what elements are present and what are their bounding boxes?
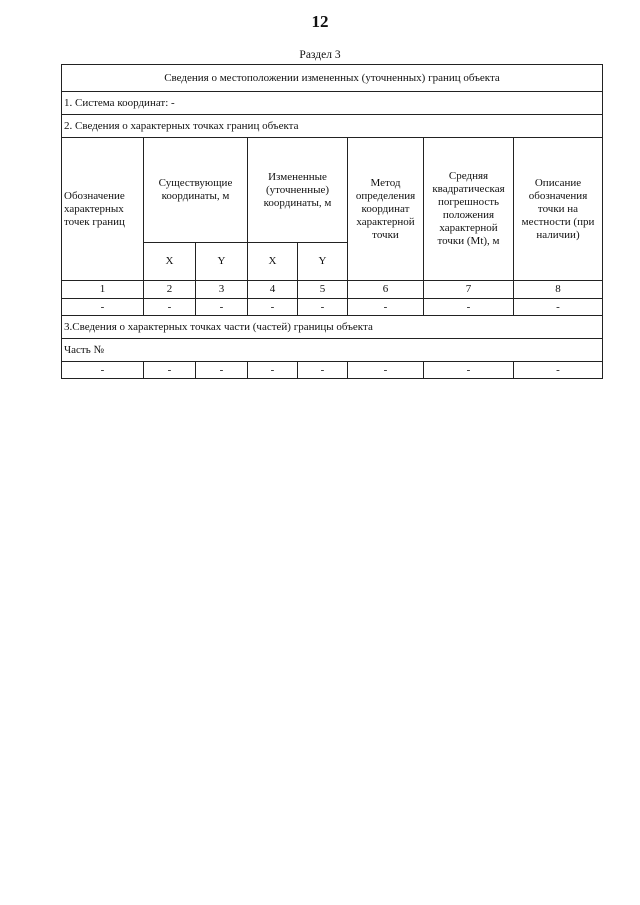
column-number: 8 (514, 281, 603, 299)
header-method: Метод определения координат характерной точки (348, 138, 424, 281)
table-title: Сведения о местоположении измененных (уточненных) границ объекта (62, 65, 603, 92)
subheader-y: Y (298, 243, 348, 281)
header-changed-coordinates: Измененные (уточненные) координаты, м (248, 138, 348, 243)
characteristic-points-heading: 2. Сведения о характерных точках границ объекта (62, 115, 603, 138)
table-row (62, 299, 603, 316)
part-number-label: Часть № (62, 339, 603, 362)
table-cell: - (62, 362, 144, 379)
table-cell: - (298, 299, 348, 316)
section-title: Раздел 3 (299, 49, 341, 61)
table-cell: - (424, 362, 514, 379)
column-number: 6 (348, 281, 424, 299)
table-cell: - (424, 299, 514, 316)
boundary-info-table (61, 64, 603, 379)
header-accuracy: Средняя квадратическая погрешность положения характерной точки (Mt), м (424, 138, 514, 281)
column-number: 3 (196, 281, 248, 299)
header-description: Описание обозначения точки на местности (при наличии) (514, 138, 603, 281)
subheader-x: X (248, 243, 298, 281)
subheader-y: Y (196, 243, 248, 281)
table-cell: - (348, 362, 424, 379)
column-number: 2 (144, 281, 196, 299)
table-cell: - (298, 362, 348, 379)
column-number: 5 (298, 281, 348, 299)
table-cell: - (248, 362, 298, 379)
column-number-row (62, 281, 603, 299)
coordinate-system-row: 1. Система координат: - (62, 92, 603, 115)
column-number: 4 (248, 281, 298, 299)
table-row (62, 362, 603, 379)
table-cell: - (144, 362, 196, 379)
table-cell: - (514, 299, 603, 316)
column-number: 1 (62, 281, 144, 299)
header-existing-coordinates: Существующие координаты, м (144, 138, 248, 243)
table-cell: - (196, 299, 248, 316)
subheader-x: X (144, 243, 196, 281)
table-cell: - (196, 362, 248, 379)
table-cell: - (348, 299, 424, 316)
parts-heading: 3.Сведения о характерных точках части (частей) границы объекта (62, 316, 603, 339)
table-cell: - (62, 299, 144, 316)
column-number: 7 (424, 281, 514, 299)
table-cell: - (514, 362, 603, 379)
table-cell: - (144, 299, 196, 316)
table-cell: - (248, 299, 298, 316)
page-number: 12 (311, 12, 329, 31)
header-point-designation: Обозначение характерных точек границ (62, 138, 144, 281)
